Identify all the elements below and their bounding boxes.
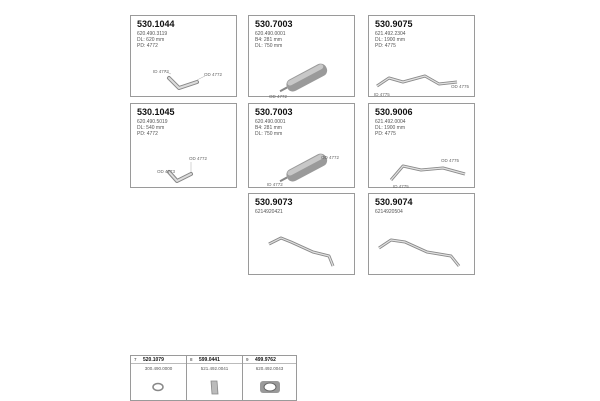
muffler-illustration [249,104,356,189]
part-card-530-9006[interactable] [368,103,475,188]
part-card-530-9073[interactable] [248,193,355,275]
part-card-530-9075[interactable] [368,15,475,97]
spec-line: PD: 4772 [137,43,158,49]
dimension-label: OD 4775 [451,84,470,89]
tailpipe-illustration [369,104,476,189]
spec-line: PD: 4775 [375,131,396,137]
dimension-label: OD 4772 [321,155,340,160]
accessory-index: 9 [246,357,249,362]
tailpipe-illustration [369,194,476,276]
accessory-reference: 620.492.0043 [255,366,284,371]
oem-reference: 621.492.0004 [375,119,406,125]
spec-line: DL: 1900 mm [375,125,406,131]
oem-reference: 620.490.0001 [255,119,286,125]
pipe-clamp-icon [243,372,297,400]
part-card-530-9074[interactable] [368,193,475,275]
spec-line: B4: 281 mm [255,37,282,43]
oem-reference: 620.490.5019 [137,119,168,125]
dimension-label: OD 4773 [157,169,176,174]
dimension-label: OD 4772 [189,156,208,161]
tailpipe-illustration [369,16,476,98]
part-card-530-7003-a[interactable] [248,15,355,97]
accessory-header [243,356,296,364]
muffler-illustration [249,16,356,98]
accessory-reference: 300.490.0000 [144,366,173,371]
tailpipe-illustration [249,194,356,276]
accessory-header [131,356,186,364]
part-card-530-1044[interactable] [130,15,237,97]
spec-line: DL: 540 mm [137,125,165,131]
spec-line: DL: 750 mm [255,131,283,137]
dimension-label: OD 4772 [204,72,223,77]
accessory-part-number: 520.1079 [143,357,164,363]
part-card-530-1045[interactable] [130,103,237,188]
dimension-label: OD 4775 [441,158,460,163]
part-number: 530.9075 [375,19,413,29]
part-number: 530.1044 [137,19,175,29]
oem-reference: 6214920421 [255,209,283,215]
bent-pipe-illustration [131,104,238,189]
dimension-label: ID 4775 [393,184,409,189]
accessory-part-number: 499.9762 [255,357,276,363]
bent-pipe-illustration [131,16,238,98]
gasket-ring-icon [131,372,186,400]
dimension-label: OD 4772 [269,94,288,98]
part-number: 530.7003 [255,107,293,117]
accessory-part-number: 599.0441 [199,357,220,363]
spec-line: PD: 4772 [137,131,158,137]
accessory-strip [130,355,297,401]
accessory-reference: 521.492.0041 [200,366,229,371]
dimension-label: ID 4773 [153,69,169,74]
accessory-cell[interactable] [242,356,296,400]
spec-line: DL: 620 mm [137,37,165,43]
spec-line: DL: 1900 mm [375,37,406,43]
part-number: 530.9073 [255,197,293,207]
accessory-index: 7 [134,357,137,362]
part-number: 530.9074 [375,197,413,207]
accessory-cell[interactable] [131,356,186,400]
oem-reference: 620.490.3119 [137,31,168,37]
accessory-cell[interactable] [186,356,242,400]
spec-line: DL: 750 mm [255,43,283,49]
bracket-icon [187,372,243,400]
dimension-label: ID 4775 [374,92,390,97]
spec-line: PD: 4775 [375,43,396,49]
oem-reference: 6214920504 [375,209,403,215]
accessory-index: 8 [190,357,193,362]
part-card-530-7003-b[interactable] [248,103,355,188]
part-number: 530.7003 [255,19,293,29]
spec-line: B4: 281 mm [255,125,282,131]
part-number: 530.1045 [137,107,175,117]
part-number: 530.9006 [375,107,413,117]
accessory-header [187,356,242,364]
oem-reference: 621.492.2304 [375,31,406,37]
oem-reference: 620.490.0001 [255,31,286,37]
dimension-label: ID 4772 [267,182,283,187]
